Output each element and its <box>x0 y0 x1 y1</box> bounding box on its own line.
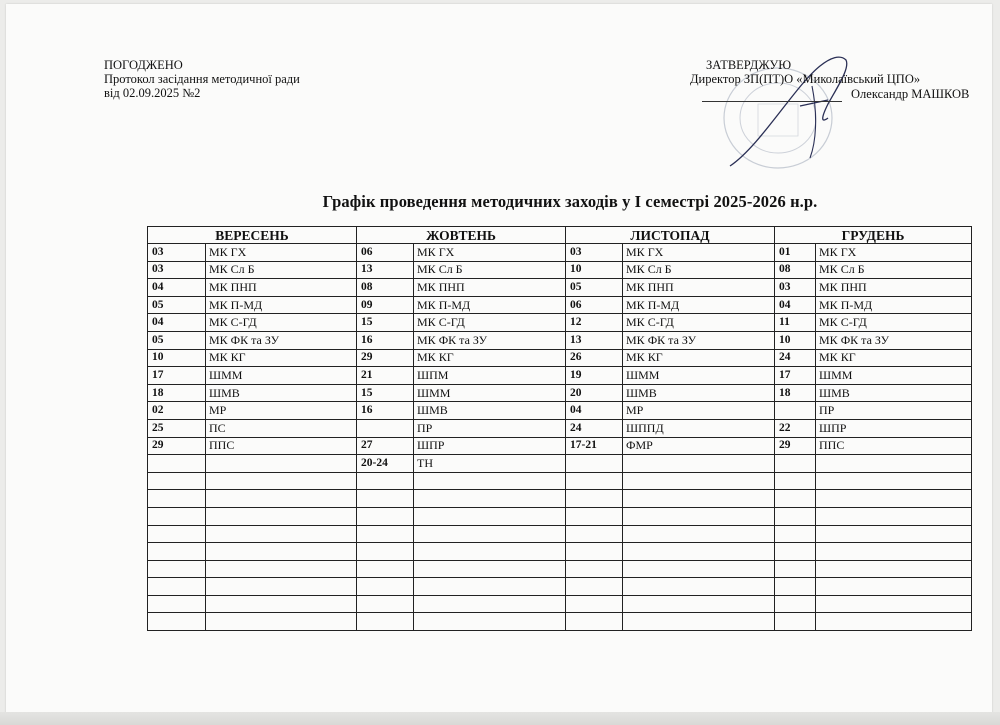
approved-heading: ЗАТВЕРДЖУЮ <box>706 58 792 72</box>
event-name: МК КГ <box>623 349 775 367</box>
event-date: 04 <box>148 279 206 297</box>
event-name <box>623 455 775 473</box>
event-date: 10 <box>775 331 816 349</box>
table-row <box>148 314 972 332</box>
table-row <box>148 279 972 297</box>
event-date <box>775 613 816 631</box>
event-date <box>566 560 623 578</box>
event-date <box>148 507 206 525</box>
event-date: 16 <box>357 331 414 349</box>
event-date: 06 <box>566 296 623 314</box>
event-name: ШПР <box>816 419 972 437</box>
event-date: 27 <box>357 437 414 455</box>
event-name <box>816 560 972 578</box>
event-name <box>816 472 972 490</box>
event-name <box>623 543 775 561</box>
event-name: МК ФК та ЗУ <box>816 331 972 349</box>
event-name <box>816 455 972 473</box>
table-row <box>148 525 972 543</box>
event-date: 24 <box>775 349 816 367</box>
event-name <box>414 472 566 490</box>
event-name: МК Сл Б <box>206 261 357 279</box>
event-name: МР <box>206 402 357 420</box>
event-date <box>357 543 414 561</box>
event-date <box>775 472 816 490</box>
event-name <box>414 578 566 596</box>
event-date: 24 <box>566 419 623 437</box>
event-name: ШМВ <box>206 384 357 402</box>
event-name <box>816 507 972 525</box>
agreed-heading: ПОГОДЖЕНО <box>104 58 183 72</box>
event-name: МР <box>623 402 775 420</box>
event-name: МК Сл Б <box>623 261 775 279</box>
event-name: МК ПНП <box>816 279 972 297</box>
event-name: ШМВ <box>816 384 972 402</box>
event-name <box>206 455 357 473</box>
event-name <box>623 472 775 490</box>
event-name: ШМВ <box>623 384 775 402</box>
table-row <box>148 367 972 385</box>
event-name: МК С-ГД <box>623 314 775 332</box>
event-name <box>623 578 775 596</box>
event-date <box>148 490 206 508</box>
event-date: 05 <box>148 331 206 349</box>
event-date <box>357 560 414 578</box>
event-date: 04 <box>148 314 206 332</box>
event-date: 03 <box>566 244 623 262</box>
event-name: ШММ <box>816 367 972 385</box>
event-name <box>816 595 972 613</box>
event-name: МК П-МД <box>816 296 972 314</box>
event-name: МК П-МД <box>623 296 775 314</box>
event-date: 03 <box>148 261 206 279</box>
event-date <box>148 613 206 631</box>
table-row <box>148 402 972 420</box>
event-name <box>414 613 566 631</box>
director-name: Олександр МАШКОВ <box>851 87 970 101</box>
event-date <box>148 525 206 543</box>
event-name: МК КГ <box>414 349 566 367</box>
event-name: ТН <box>414 455 566 473</box>
event-name <box>414 543 566 561</box>
event-date <box>357 525 414 543</box>
event-date: 17 <box>148 367 206 385</box>
event-name <box>206 490 357 508</box>
event-name: МК ФК та ЗУ <box>623 331 775 349</box>
event-date: 15 <box>357 384 414 402</box>
event-date: 29 <box>357 349 414 367</box>
event-date <box>357 419 414 437</box>
month-header: ГРУДЕНЬ <box>775 227 972 244</box>
table-row <box>148 578 972 596</box>
event-date <box>566 543 623 561</box>
table-row <box>148 349 972 367</box>
event-date: 13 <box>566 331 623 349</box>
event-name: МК КГ <box>816 349 972 367</box>
table-row <box>148 437 972 455</box>
event-name: ШМВ <box>414 402 566 420</box>
table-row <box>148 560 972 578</box>
event-name: ФМР <box>623 437 775 455</box>
event-date: 03 <box>148 244 206 262</box>
event-name: МК С-ГД <box>206 314 357 332</box>
event-name <box>206 578 357 596</box>
event-name <box>623 595 775 613</box>
table-row <box>148 472 972 490</box>
event-name: ШММ <box>206 367 357 385</box>
signature-line <box>702 101 842 102</box>
table-row <box>148 419 972 437</box>
protocol-date: від 02.09.2025 №2 <box>104 86 201 100</box>
event-date <box>566 490 623 508</box>
event-name: ШПМ <box>414 367 566 385</box>
event-name <box>816 525 972 543</box>
event-name: ШММ <box>623 367 775 385</box>
event-date <box>566 613 623 631</box>
event-date <box>775 578 816 596</box>
event-date: 17 <box>775 367 816 385</box>
event-date: 18 <box>775 384 816 402</box>
event-name: ППС <box>206 437 357 455</box>
event-date: 21 <box>357 367 414 385</box>
event-date <box>148 455 206 473</box>
event-date <box>148 595 206 613</box>
event-date: 17-21 <box>566 437 623 455</box>
event-name <box>206 543 357 561</box>
event-name: ППС <box>816 437 972 455</box>
table-row <box>148 543 972 561</box>
event-date <box>566 507 623 525</box>
month-header: ЛИСТОПАД <box>566 227 775 244</box>
event-name <box>623 525 775 543</box>
event-name <box>623 560 775 578</box>
event-date: 29 <box>148 437 206 455</box>
event-name <box>414 560 566 578</box>
table-row <box>148 507 972 525</box>
table-row <box>148 244 972 262</box>
event-name <box>206 472 357 490</box>
event-date: 22 <box>775 419 816 437</box>
event-date: 26 <box>566 349 623 367</box>
event-date <box>148 560 206 578</box>
event-date: 08 <box>775 261 816 279</box>
event-name: МК С-ГД <box>414 314 566 332</box>
table-row <box>148 595 972 613</box>
page-edge-shadow <box>0 712 1000 725</box>
event-name: МК С-ГД <box>816 314 972 332</box>
event-name <box>623 613 775 631</box>
event-date: 29 <box>775 437 816 455</box>
document-title <box>0 192 1000 212</box>
event-name <box>206 507 357 525</box>
event-date: 04 <box>566 402 623 420</box>
event-name <box>816 490 972 508</box>
event-name: МК ФК та ЗУ <box>414 331 566 349</box>
event-name <box>414 595 566 613</box>
table-row <box>148 384 972 402</box>
event-date: 12 <box>566 314 623 332</box>
event-name: МК П-МД <box>206 296 357 314</box>
event-name: МК ГХ <box>816 244 972 262</box>
event-date: 19 <box>566 367 623 385</box>
event-date <box>775 507 816 525</box>
event-name <box>414 490 566 508</box>
event-date <box>566 525 623 543</box>
event-name <box>623 507 775 525</box>
event-name: МК ПНП <box>623 279 775 297</box>
schedule-body <box>148 244 972 631</box>
table-row <box>148 296 972 314</box>
event-date: 01 <box>775 244 816 262</box>
event-date: 10 <box>148 349 206 367</box>
event-date <box>775 525 816 543</box>
month-header-row <box>148 227 972 244</box>
table-row <box>148 455 972 473</box>
approval-agreed-block <box>104 58 300 100</box>
event-name: МК ФК та ЗУ <box>206 331 357 349</box>
event-date: 16 <box>357 402 414 420</box>
event-name: МК КГ <box>206 349 357 367</box>
event-date: 11 <box>775 314 816 332</box>
event-date: 20 <box>566 384 623 402</box>
event-name <box>206 595 357 613</box>
event-date <box>357 613 414 631</box>
table-row <box>148 613 972 631</box>
event-date: 03 <box>775 279 816 297</box>
table-row <box>148 490 972 508</box>
event-date: 13 <box>357 261 414 279</box>
event-name: МК Сл Б <box>816 261 972 279</box>
director-title: Директор ЗП(ПТ)О «Миколаївський ЦПО» <box>690 72 921 86</box>
event-name <box>816 613 972 631</box>
event-name <box>206 560 357 578</box>
event-date: 18 <box>148 384 206 402</box>
event-date <box>148 543 206 561</box>
event-name: МК ПНП <box>414 279 566 297</box>
event-date: 20-24 <box>357 455 414 473</box>
event-date <box>775 455 816 473</box>
title-text: Графік проведення методичних заходів у І семестрі 2025-2026 н.р. <box>322 192 818 211</box>
event-name <box>206 525 357 543</box>
event-date <box>775 543 816 561</box>
event-date <box>566 578 623 596</box>
event-date <box>775 595 816 613</box>
event-date: 08 <box>357 279 414 297</box>
event-name <box>816 578 972 596</box>
table-row <box>148 261 972 279</box>
event-date: 02 <box>148 402 206 420</box>
protocol-line: Протокол засідання методичної ради <box>104 72 300 86</box>
event-date <box>357 595 414 613</box>
event-date <box>148 472 206 490</box>
event-date: 05 <box>566 279 623 297</box>
event-name: ШММ <box>414 384 566 402</box>
event-name: ПР <box>816 402 972 420</box>
event-date <box>357 490 414 508</box>
event-date: 06 <box>357 244 414 262</box>
event-name: МК ПНП <box>206 279 357 297</box>
event-name: МК ГХ <box>414 244 566 262</box>
event-name <box>623 490 775 508</box>
event-name <box>414 507 566 525</box>
event-date <box>775 490 816 508</box>
event-date: 10 <box>566 261 623 279</box>
event-name: МК П-МД <box>414 296 566 314</box>
event-name: ШППД <box>623 419 775 437</box>
event-name: ПС <box>206 419 357 437</box>
month-header: ЖОВТЕНЬ <box>357 227 566 244</box>
event-date <box>775 402 816 420</box>
event-date: 25 <box>148 419 206 437</box>
month-header: ВЕРЕСЕНЬ <box>148 227 357 244</box>
table-row <box>148 331 972 349</box>
event-date <box>357 578 414 596</box>
event-date <box>566 595 623 613</box>
event-name: МК Сл Б <box>414 261 566 279</box>
schedule-table <box>147 226 972 631</box>
event-name: МК ГХ <box>206 244 357 262</box>
event-name: ШПР <box>414 437 566 455</box>
event-date <box>566 472 623 490</box>
event-name <box>206 613 357 631</box>
event-name <box>816 543 972 561</box>
event-date: 09 <box>357 296 414 314</box>
event-date <box>357 507 414 525</box>
event-name: ПР <box>414 419 566 437</box>
event-date: 05 <box>148 296 206 314</box>
event-date <box>566 455 623 473</box>
event-date <box>148 578 206 596</box>
event-date <box>357 472 414 490</box>
event-date: 04 <box>775 296 816 314</box>
event-date: 15 <box>357 314 414 332</box>
event-name <box>414 525 566 543</box>
event-name: МК ГХ <box>623 244 775 262</box>
event-date <box>775 560 816 578</box>
